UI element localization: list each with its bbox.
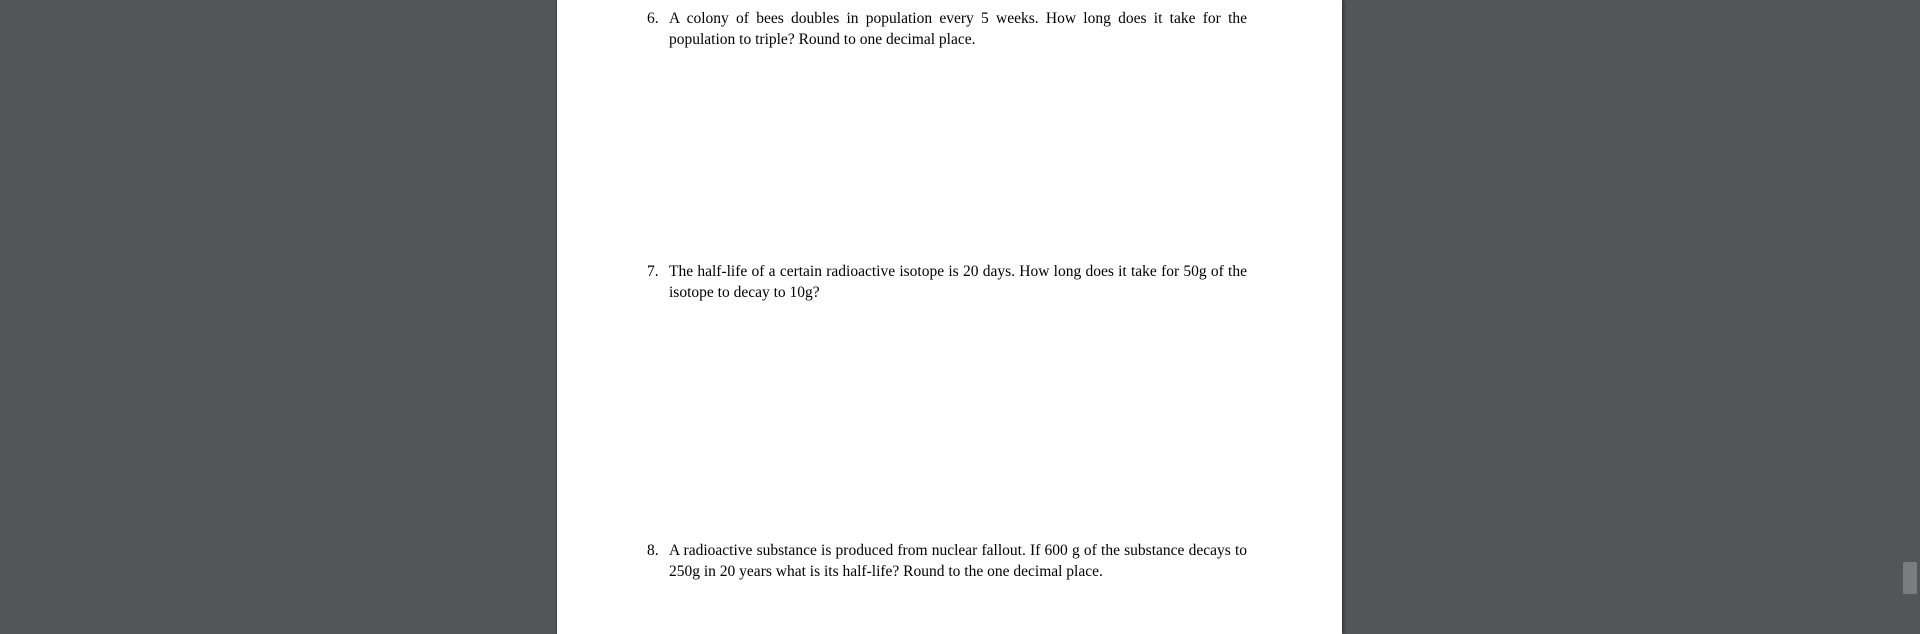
scrollbar-thumb[interactable] (1903, 562, 1917, 594)
question-line: isotope to decay to 10g? (669, 284, 820, 301)
question-text (669, 540, 1247, 582)
document-page (557, 0, 1342, 634)
question-line: A colony of bees doubles in population every 5 weeks. How long does it take for the (669, 10, 1247, 27)
question-7 (647, 261, 1247, 303)
question-number: 7. (647, 263, 659, 280)
vertical-scrollbar[interactable] (1900, 0, 1920, 634)
question-6 (647, 8, 1247, 50)
question-8 (647, 540, 1247, 582)
question-text (669, 261, 1247, 303)
question-line: A radioactive substance is produced from nuclear fallout. If 600 g of the substance decays to (669, 542, 1247, 559)
question-number: 8. (647, 542, 659, 559)
question-number: 6. (647, 10, 659, 27)
question-line: population to triple? Round to one decimal place. (669, 31, 976, 48)
question-line: The half-life of a certain radioactive isotope is 20 days. How long does it take for 50g of the (669, 263, 1247, 280)
question-text (669, 8, 1247, 50)
question-line: 250g in 20 years what is its half-life? Round to the one decimal place. (669, 563, 1103, 580)
